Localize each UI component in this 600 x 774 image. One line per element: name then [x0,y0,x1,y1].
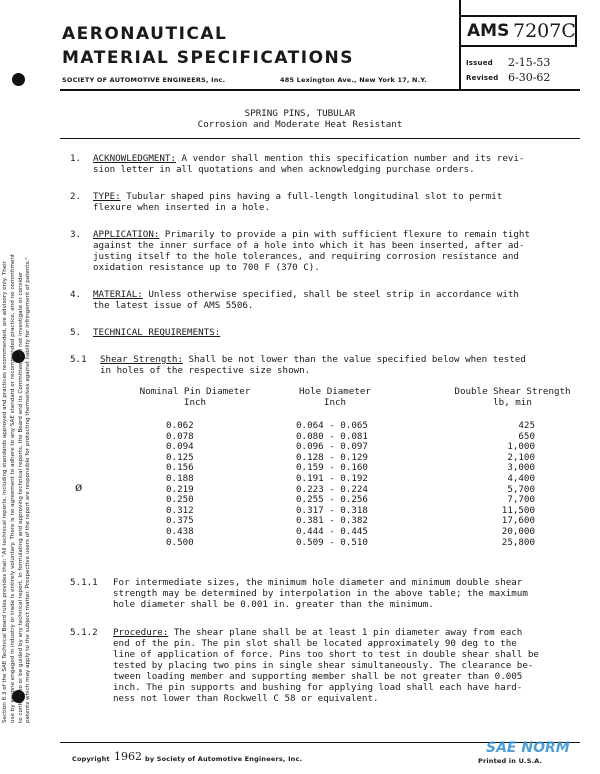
table-column-hole-diameter [296,421,396,548]
table-cell: 20,000 [501,525,535,537]
table-cell: 4,400 [507,472,535,484]
section-5-1-2-line1 [113,628,522,639]
header-title-line2: MATERIAL SPECIFICATIONS [62,48,354,68]
section-2-heading: TYPE: [93,191,121,202]
table-cell: 17,600 [501,515,535,527]
section-5-heading: TECHNICAL REQUIREMENTS: [93,327,221,338]
section-2-number: 2. [70,191,82,202]
table-cell: 0.128 - 0.129 [296,451,368,463]
table-header-line: Inch [323,396,347,408]
table-cell: 0.096 - 0.097 [296,441,368,453]
table-cell: 0.509 - 0.510 [296,536,368,548]
table-header-line: Hole Diameter [299,386,371,397]
footer-copyright-label: Copyright [72,755,110,763]
spec-number-box [459,15,577,47]
table-cell: 0.219 [166,483,194,495]
table-header-hole-diameter [280,387,390,408]
section-5-1-1-line1: For intermediate sizes, the minimum hole diameter and minimum double shear [113,577,523,588]
issued-label: Issued [466,59,493,67]
table-cell: 0.375 [166,515,194,527]
table-cell: 0.191 - 0.192 [296,472,368,484]
section-1-line1 [93,154,524,165]
table-cell: 0.438 [166,525,194,537]
section-5-1-1-line3: hole diameter shall be 0.001 in. greater than the minimum. [113,599,434,610]
footer-society: by Society of Automotive Engineers, Inc. [145,755,303,763]
side-notice-line: patents which may apply to the subject matter. Prospective users of the report are responsible for protecting themselves against liability for infringement of patents." [25,257,32,723]
table-cell: 25,800 [501,536,535,548]
table-cell: 0.094 [166,441,194,453]
side-notice-line: use by anyone engaged in industry or trade is entirely voluntary. There is no agreement to adhere to any SAE standard or recommended practice, and no commitment [9,253,16,723]
section-4-text: Unless otherwise specified, shall be steel strip in accordance with [142,289,519,300]
table-column-shear-strength [470,421,535,548]
section-5-1-line1 [100,355,526,366]
revised-label: Revised [466,74,499,82]
table-cell: 5,700 [507,483,535,495]
watermark-logo: SAE NORM [486,740,570,756]
footer-printed: Printed in U.S.A. [478,757,543,765]
table-cell: 2,100 [507,451,535,463]
table-cell: 0.223 - 0.224 [296,483,368,495]
section-5-number: 5. [70,327,82,338]
table-cell: 0.125 [166,451,194,463]
revised-date: 6-30-62 [508,71,551,84]
table-header-line: Double Shear Strength [454,386,571,397]
section-5-1-2-line4: tested by placing two pins in single shear simultaneously. The clearance be- [113,660,534,671]
header-society: SOCIETY OF AUTOMOTIVE ENGINEERS, Inc. [62,76,226,84]
section-5-1-heading: Shear Strength: [100,354,183,365]
table-cell: 11,500 [501,504,535,516]
table-cell: 0.381 - 0.382 [296,515,368,527]
section-4-number: 4. [70,289,82,300]
section-5-1-text: Shall be not lower than the value specified below when tested [182,354,526,365]
table-cell: 7,700 [507,494,535,506]
section-3-line4: oxidation resistance up to 700 F (370 C). [93,262,320,273]
section-3-text: Primarily to provide a pin with sufficient flexure to remain tight [159,229,530,240]
table-cell: 425 [518,420,535,431]
table-header-line: Nominal Pin Diameter [139,386,251,397]
table-cell: 650 [518,430,535,442]
table-cell: 0.064 - 0.065 [296,420,368,431]
margin-change-mark: ø [75,480,83,494]
header-vertical-rule [459,0,461,90]
table-cell: 0.500 [166,536,194,548]
title-rule [60,138,580,139]
section-5-1-2-line3: line of application of force. Pins too short to test in double shear shall be [113,649,539,660]
table-cell: 0.312 [166,504,194,516]
spec-number: 7207C [513,20,576,42]
header-address: 485 Lexington Ave., New York 17, N.Y. [280,76,427,84]
side-notice-line: to conform to or be guided by any technical report. In formulating and approving technical reports, the Board and its Committees will not investigate or consider [17,271,24,723]
doc-subtitle: Corrosion and Moderate Heat Resistant [197,119,403,130]
section-3-line3: justing itself to the hole tolerances, and requiring corrosion resistance and [93,251,519,262]
section-5-1-2-text: The shear plane shall be at least 1 pin diameter away from each [168,627,523,638]
table-cell: 0.078 [166,430,194,442]
table-column-pin-diameter [166,421,226,548]
section-5-1-2-line2: end of the pin. The pin slot shall be located approximately 90 deg to the [113,638,517,649]
section-3-number: 3. [70,229,82,240]
table-header-line: Inch [183,396,207,408]
table-cell: 0.444 - 0.445 [296,525,368,537]
section-5-1-1-number: 5.1.1 [70,577,98,588]
section-5-1-2-line5: tween loading member and supporting member shall be not greater than 0.005 [113,671,523,682]
table-header-pin-diameter [130,387,260,408]
table-cell: 0.062 [166,420,194,431]
section-5-1-1-line2: strength may be determined by interpolation in the above table; the maximum [113,588,528,599]
table-cell: 0.250 [166,494,194,506]
header-rule [60,89,580,91]
section-5-1-number: 5.1 [70,354,87,365]
section-3-heading: APPLICATION: [93,229,160,240]
side-notice [2,83,48,723]
section-4-line1 [93,290,519,301]
section-2-text: Tubular shaped pins having a full-length longitudinal slot to permit [120,191,503,202]
issued-date: 2-15-53 [508,56,551,69]
section-5-1-2-number: 5.1.2 [70,627,98,638]
table-cell: 0.188 [166,472,194,484]
table-cell: 0.159 - 0.160 [296,462,368,474]
table-cell: 0.080 - 0.081 [296,430,368,442]
section-1-text: A vendor shall mention this specification number and its revi- [175,153,525,164]
table-cell: 3,000 [507,462,535,474]
doc-title: SPRING PINS, TUBULAR [244,108,356,119]
table-cell: 0.156 [166,462,194,474]
section-4-heading: MATERIAL: [93,289,143,300]
table-header-line: lb, min [493,396,532,408]
section-5-1-line2: in holes of the respective size shown. [100,365,311,376]
section-2-line1 [93,192,502,203]
section-3-line1 [93,230,530,241]
spec-prefix: AMS [467,21,510,41]
section-3-line2: against the inner surface of a hole into which it has been inserted, after ad- [93,240,525,251]
table-cell: 0.317 - 0.318 [296,504,368,516]
section-5-1-2-heading: Procedure: [113,627,169,638]
section-4-line2: the latest issue of AMS 5506. [93,300,254,311]
table-cell: 1,000 [507,441,535,453]
section-5-1-2-line7: ness not lower than Rockwell C 58 or equivalent. [113,693,379,704]
side-notice-line: Section 8.3 of the SAE Technical Board rules provides that: "All technical reports, including standards approved and practices recommended, are advisory only. Their [2,260,8,723]
header-title-line1: AERONAUTICAL [62,24,228,44]
section-2-line2: flexure when inserted in a hole. [93,202,271,213]
table-cell: 0.255 - 0.256 [296,494,368,506]
section-5-1-2-line6: inch. The pin supports and bushing for applying load shall each have hard- [113,682,523,693]
section-1-line2: sion letter in all quotations and when acknowledging purchase orders. [93,164,475,175]
footer-year: 1962 [114,750,142,763]
table-header-shear-strength [435,387,590,408]
section-1-heading: ACKNOWLEDGMENT: [93,153,176,164]
section-1-number: 1. [70,153,82,164]
